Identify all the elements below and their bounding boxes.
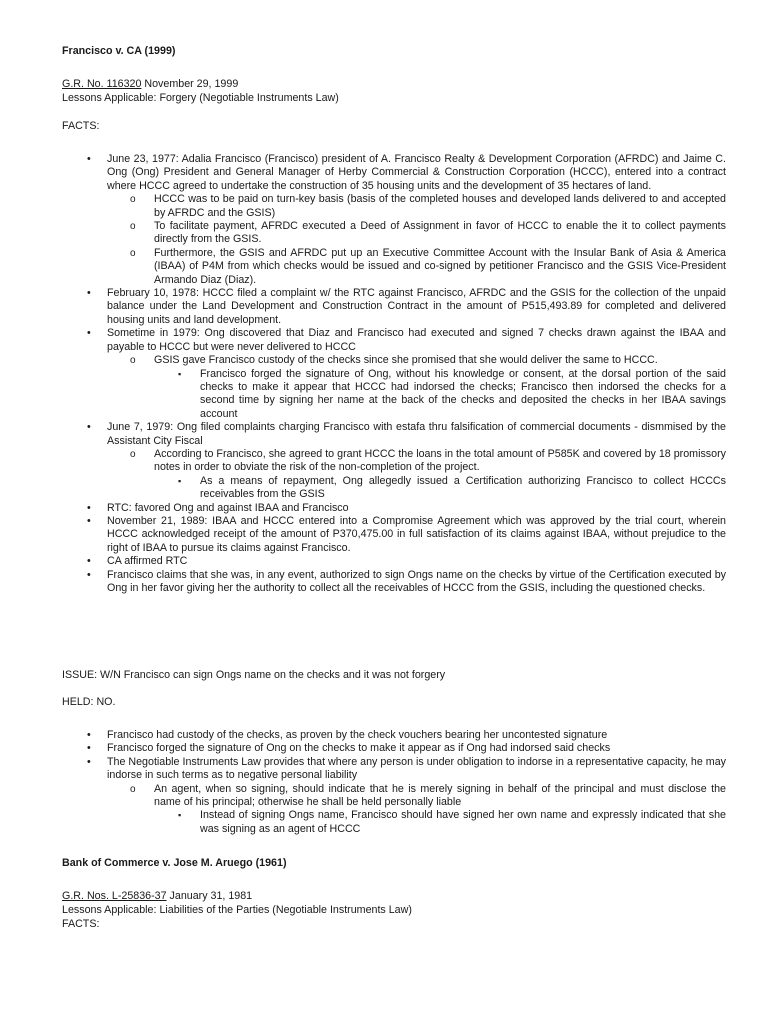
list-item: o GSIS gave Francisco custody of the checks since she promised that she would deliver the same to HCCC. ▪ Francisco forged the signature of Ong, without his knowledge or consent, at the dorsal portion of the said checks to make it appear that HCCC had indorsed the checks; Francisco then indorsed the checks for a second time by signing her name at the back of the checks and deposited the checks in her IBAA savings account [154,354,726,421]
case2-lessons-applicable: Lessons Applicable: Liabilities of the Parties (Negotiable Instruments Law) [62,904,412,916]
held-line: HELD: NO. [62,696,116,708]
case-title: Francisco v. CA (1999) [62,45,176,57]
gr-number-line [62,78,728,91]
case2-facts-heading: FACTS: [62,918,100,930]
issue-line: ISSUE: W/N Francisco can sign Ongs name on the checks and it was not forgery [62,669,446,681]
list-item: • The Negotiable Instruments Law provides that where any person is under obligation to indorse in a representative capacity, he may indorse in such terms as to negative personal liability o An agent, when so signing, should indicate that he is merely signing in behalf of the principal and must disclose the name of his principal; otherwise he shall be held personally liable ▪ Instead of signing Ongs name, Francisco should have signed her own name and expressly indicated that she was signing as an agent of HCCC [107,756,726,836]
sub-sub-list [200,368,726,422]
sub-list [154,783,726,837]
list-item: • Francisco had custody of the checks, as proven by the check vouchers bearing her uncontested signature [107,729,726,742]
list-item: • Francisco claims that she was, in any event, authorized to sign Ongs name on the checks by virtue of the Certification executed by Ong in her favor giving her the authority to collect all the receivables of HCCC from the GSIS, including the questioned checks. [107,569,726,596]
list-item: • June 23, 1977: Adalia Francisco (Francisco) president of A. Francisco Realty & Development Corporation (AFRDC) and Jaime C. Ong (Ong) President and General Manager of Herby Commercial & Construction Corporation (HCCC), entered into a contract where HCCC agreed to undertake the construction of 35 housing units and the development of 35 hectares of land. o HCCC was to be paid on turn-key basis (basis of the completed houses and developed lands delivered to and accepted by AFRDC and the GSIS) o To facilitate payment, AFRDC executed a Deed of Assignment in favor of HCCC to enable the it to collect payments directly from the GSIS. o Furthermore, the GSIS and AFRDC put up an Executive Committee Account with the Insular Bank of Asia & America (IBAA) of P4M from which checks would be issued and co-signed by petitioner Francisco and the GSIS Vice-President Armando Diaz (Diaz). [107,153,726,287]
list-item: o An agent, when so signing, should indicate that he is merely signing in behalf of the principal and must disclose the name of his principal; otherwise he shall be held personally liable ▪ Instead of signing Ongs name, Francisco should have signed her own name and expressly indicated that she was signing as an agent of HCCC [154,783,726,837]
list-item: • Sometime in 1979: Ong discovered that Diaz and Francisco had executed and signed 7 checks drawn against the IBAA and payable to HCCC but were never delivered to HCCC o GSIS gave Francisco custody of the checks since she promised that she would deliver the same to HCCC. ▪ Francisco forged the signature of Ong, without his knowledge or consent, at the dorsal portion of the said checks to make it appear that HCCC had indorsed the checks; Francisco then indorsed the checks for a second time by signing her name at the back of the checks and deposited the checks in her IBAA savings account [107,327,726,421]
case2-gr-number-link[interactable]: G.R. Nos. L-25836-37 [62,890,167,902]
held-list [107,729,726,836]
case2-title: Bank of Commerce v. Jose M. Aruego (1961) [62,857,287,869]
sub-list [154,193,726,287]
sub-sub-list [200,809,726,836]
sub-list [154,448,726,502]
case2-gr-date: January 31, 1981 [166,890,253,902]
case2-gr-number-line [62,890,728,903]
list-item: o Furthermore, the GSIS and AFRDC put up an Executive Committee Account with the Insular Bank of Asia & America (IBAA) of P4M from which checks would be issued and co-signed by petitioner Francisco and the GSIS Vice-President Armando Diaz (Diaz). [154,247,726,287]
list-item: • RTC: favored Ong and against IBAA and Francisco [107,502,726,515]
list-item: o HCCC was to be paid on turn-key basis (basis of the completed houses and developed lands delivered to and accepted by AFRDC and the GSIS) [154,193,726,220]
list-item: ▪ As a means of repayment, Ong allegedly issued a Certification authorizing Francisco to collect HCCCs receivables from the GSIS [200,475,726,502]
sub-list [154,354,726,421]
list-item: o To facilitate payment, AFRDC executed a Deed of Assignment in favor of HCCC to enable the it to collect payments directly from the GSIS. [154,220,726,247]
facts-heading: FACTS: [62,120,100,132]
list-item: • CA affirmed RTC [107,555,726,568]
facts-list [107,153,726,595]
list-item: ▪ Francisco forged the signature of Ong, without his knowledge or consent, at the dorsal portion of the said checks to make it appear that HCCC had indorsed the checks; Francisco then indorsed the checks for a second time by signing her name at the back of the checks and deposited the checks in her IBAA savings account [200,368,726,422]
gr-date: November 29, 1999 [141,78,239,90]
lessons-applicable: Lessons Applicable: Forgery (Negotiable Instruments Law) [62,92,339,104]
list-item: • June 7, 1979: Ong filed complaints charging Francisco with estafa thru falsification of commercial documents - dismmised by the Assistant City Fiscal o According to Francisco, she agreed to grant HCCC the loans in the total amount of P585K and covered by 18 promissory notes in order to obviate the risk of the non-completion of the project. ▪ As a means of repayment, Ong allegedly issued a Certification authorizing Francisco to collect HCCCs receivables from the GSIS [107,421,726,501]
list-item: • February 10, 1978: HCCC filed a complaint w/ the RTC against Francisco, AFRDC and the GSIS for the collection of the unpaid balance under the Land Development and Construction Contract in the amount of P515,493.89 for completed and delivered housing units and land development. [107,287,726,327]
list-item: ▪ Instead of signing Ongs name, Francisco should have signed her own name and expressly indicated that she was signing as an agent of HCCC [200,809,726,836]
list-item: • November 21, 1989: IBAA and HCCC entered into a Compromise Agreement which was approved by the trial court, wherein HCCC acknowledged receipt of the amount of P370,475.00 in full satisfaction of its claims against IBAA, without prejudice to the right of IBAA to pursue its claims against Francisco. [107,515,726,555]
list-item: o According to Francisco, she agreed to grant HCCC the loans in the total amount of P585K and covered by 18 promissory notes in order to obviate the risk of the non-completion of the project. ▪ As a means of repayment, Ong allegedly issued a Certification authorizing Francisco to collect HCCCs receivables from the GSIS [154,448,726,502]
sub-sub-list [200,475,726,502]
list-item: • Francisco forged the signature of Ong on the checks to make it appear as if Ong had indorsed said checks [107,742,726,755]
gr-number-link[interactable]: G.R. No. 116320 [62,78,142,90]
